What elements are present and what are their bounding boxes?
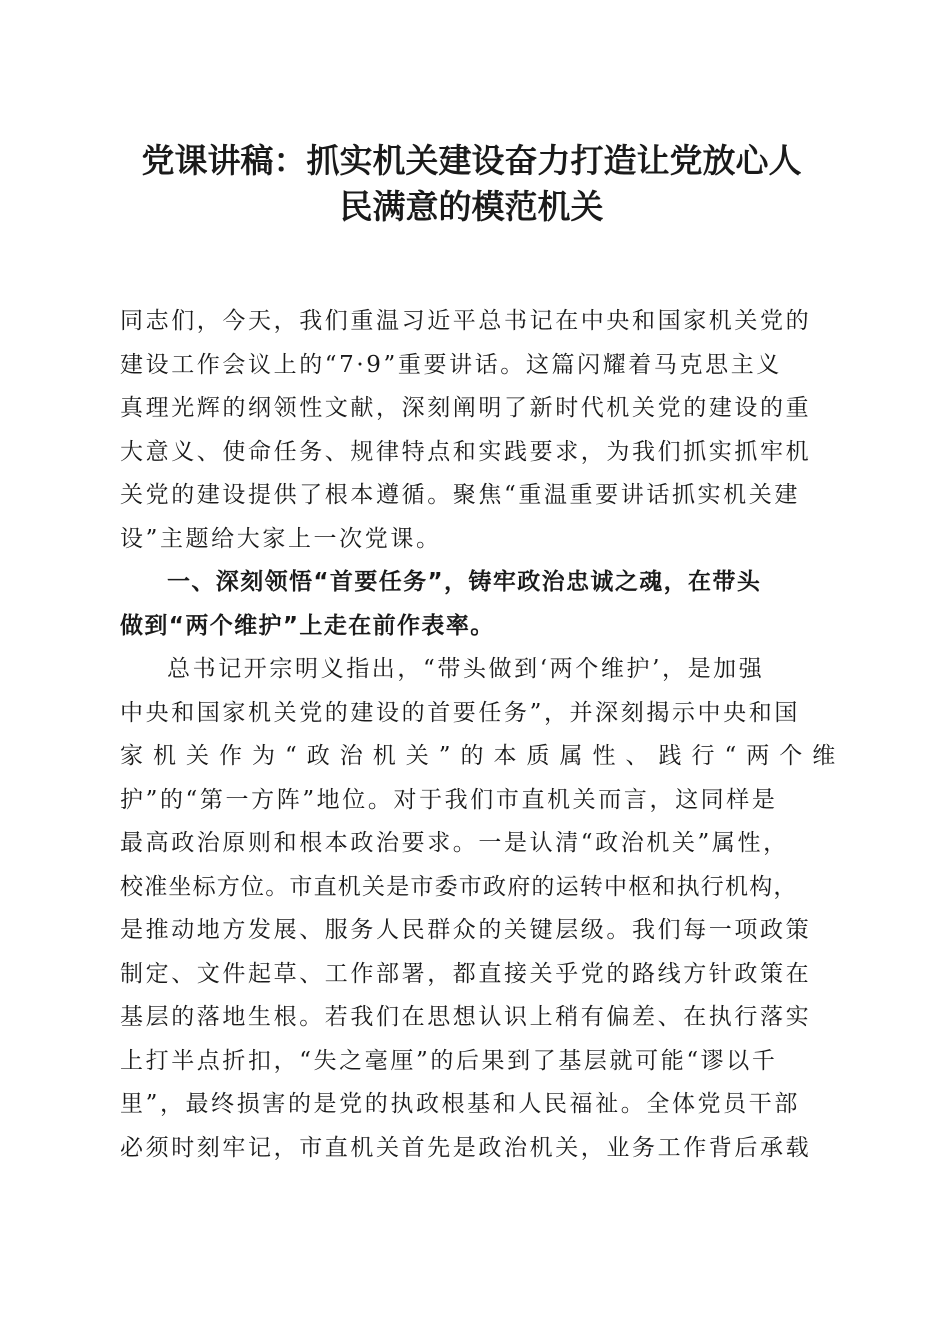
section-heading-line: 一、深刻领悟“首要任务”，铸牢政治忠诚之魂，在带头 [167, 569, 762, 595]
body-line: 必须时刻牢记，市直机关首先是政治机关，业务工作背后承载 [120, 1134, 812, 1161]
document-title [114, 138, 829, 230]
body-line: 是推动地方发展、服务人民群众的关键层级。我们每一项政策 [120, 917, 812, 943]
body-line: 上打半点折扣，“失之毫厘”的后果到了基层就可能“谬以千 [120, 1047, 778, 1074]
section-heading-line: 做到“两个维护”上走在前作表率。 [120, 612, 495, 639]
document-body [120, 300, 846, 1170]
intro-line: 关党的建设提供了根本遵循。聚焦“重温重要讲话抓实机关建 [120, 482, 800, 508]
body-line: 基层的落地生根。若我们在思想认识上稍有偏差、在执行落实 [120, 1004, 812, 1030]
title-line: 民满意的模范机关 [339, 187, 604, 226]
body-line: 家机关作为“政治机关”的本质属性、践行“两个维 [120, 743, 846, 769]
title-line: 党课讲稿：抓实机关建设奋力打造让党放心人 [141, 141, 802, 180]
body-line: 校准坐标方位。市直机关是市委市政府的运转中枢和执行机构， [120, 873, 798, 900]
intro-line: 设”主题给大家上一次党课。 [120, 525, 442, 552]
intro-line: 建设工作会议上的“7·9”重要讲话。这篇闪耀着马克思主义 [120, 351, 782, 378]
intro-line: 真理光辉的纲领性文献，深刻阐明了新时代机关党的建设的重 [120, 395, 812, 421]
intro-line: 同志们，今天，我们重温习近平总书记在中央和国家机关党的 [120, 308, 812, 334]
document-page [120, 0, 846, 1170]
section-1-heading [120, 561, 825, 648]
intro-line: 大意义、使命任务、规律特点和实践要求，为我们抓实抓牢机 [120, 438, 812, 465]
body-line: 护”的“第一方阵”地位。对于我们市直机关而言，这同样是 [120, 786, 778, 813]
section-1-paragraph [120, 648, 846, 1170]
body-line: 最高政治原则和根本政治要求。一是认清“政治机关”属性， [120, 830, 789, 856]
body-line: 里”，最终损害的是党的执政根基和人民福祉。全体党员干部 [120, 1091, 800, 1117]
body-line: 总书记开宗明义指出，“带头做到‘两个维护’，是加强 [167, 656, 765, 682]
body-line: 制定、文件起草、工作部署，都直接关乎党的路线方针政策在 [120, 960, 812, 987]
intro-paragraph [120, 300, 825, 561]
body-line: 中央和国家机关党的建设的首要任务”，并深刻揭示中央和国 [120, 699, 800, 726]
